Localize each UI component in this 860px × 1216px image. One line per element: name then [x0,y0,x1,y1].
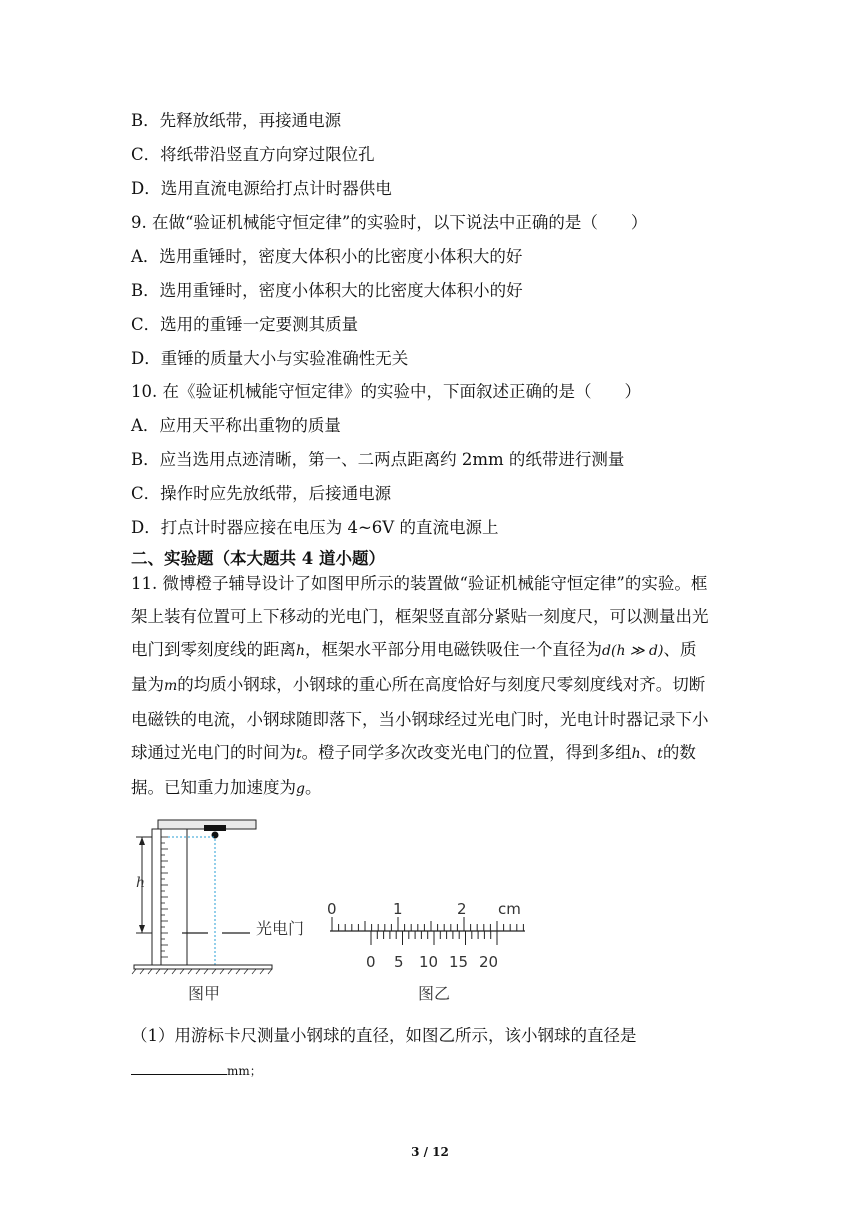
photogate-label: 光电门 [256,919,305,938]
q8-option-c: C．将纸带沿竖直方向穿过限位孔 [131,145,375,164]
main-scale-0: 0 [327,900,337,918]
q11-line-6 [131,736,731,771]
q11-text: 的均质小钢球，小钢球的重心所在高度恰好与刻度尺零刻度线对齐。切断 [177,675,706,694]
sub1-unit: mm； [227,1064,262,1078]
q11-line-4 [131,668,731,703]
q11-paragraph [131,567,731,806]
q11-text: 、 [640,743,658,762]
q11-text: 。 [304,778,322,797]
q8-option-b: B．先释放纸带，再接通电源 [131,111,342,130]
q8-option-d: D．选用直流电源给打点计时器供电 [131,179,392,198]
var-h: h [296,643,306,659]
vernier-5: 5 [394,953,404,971]
var-d: d [602,643,611,659]
q9-stem: 9. 在做“验证机械能守恒定律”的实验时，以下说法中正确的是（ ） [131,213,648,232]
var-m: m [164,678,178,694]
apparatus-figure [128,815,278,975]
q10-option-a: A．应用天平称出重物的质量 [131,416,341,435]
q11-line-5: 电磁铁的电流，小钢球随即落下，当小钢球经过光电门时，光电计时器记录下小 [131,710,709,729]
q9-option-b: B．选用重锤时，密度小体积大的比密度大体积小的好 [131,281,523,300]
q11-text: 、质 [663,640,697,659]
var-h2: h [631,746,641,762]
q11-text: 。橙子同学多次改变光电门的位置，得到多组 [301,743,632,762]
condition: (h ≫ d) [611,643,664,659]
main-scale-2: 2 [457,900,467,918]
q9-option-c: C．选用的重锤一定要测其质量 [131,315,359,334]
q10-option-c: C．操作时应先放纸带，后接通电源 [131,484,392,503]
vernier-0: 0 [366,953,376,971]
q11-line-1: 11. 微博橙子辅导设计了如图甲所示的装置做“验证机械能守恒定律”的实验。框 [131,574,708,593]
caption-figure-a: 图甲 [188,984,221,1003]
q11-sub1: （1）用游标卡尺测量小钢球的直径，如图乙所示，该小钢球的直径是 [131,1026,637,1045]
page-number: 3 / 12 [411,1145,449,1159]
q10-stem: 10. 在《验证机械能守恒定律》的实验中，下面叙述正确的是（ ） [131,382,641,401]
vernier-15: 15 [449,953,469,971]
q9-option-a: A．选用重锤时，密度大体积小的比密度小体积大的好 [131,247,523,266]
var-g: g [296,781,305,797]
q11-text: ，框架水平部分用电磁铁吸住一个直径为 [305,640,603,659]
section-heading: 二、实验题（本大题共 4 道小题） [131,549,385,568]
q9-option-d: D．重锤的质量大小与实验准确性无关 [131,349,409,368]
q10-option-b: B．应当选用点迹清晰，第一、二两点距离约 2mm 的纸带进行测量 [131,450,625,469]
caption-figure-b: 图乙 [418,984,451,1003]
q11-line-2: 架上装有位置可上下移动的光电门，框架竖直部分紧贴一刻度尺，可以测量出光 [131,607,709,626]
q11-text: 电门到零刻度线的距离 [131,640,296,659]
q11-line-7 [131,771,731,806]
q11-text: 的数 [662,743,696,762]
main-scale-unit: cm [498,900,521,918]
q11-text: 球通过光电门的时间为 [131,743,296,762]
q11-text: 据。已知重力加速度为 [131,778,296,797]
q10-option-d: D．打点计时器应接在电压为 4~6V 的直流电源上 [131,518,499,537]
answer-blank[interactable] [131,1060,227,1075]
label-h: h [136,875,146,891]
var-t: t [296,746,302,762]
var-t2: t [657,746,663,762]
vernier-10: 10 [419,953,439,971]
vernier-20: 20 [479,953,499,971]
main-scale-1: 1 [393,900,403,918]
q11-text: 量为 [131,675,164,694]
q11-sub1-answer [131,1059,262,1082]
q11-line-3 [131,633,731,668]
